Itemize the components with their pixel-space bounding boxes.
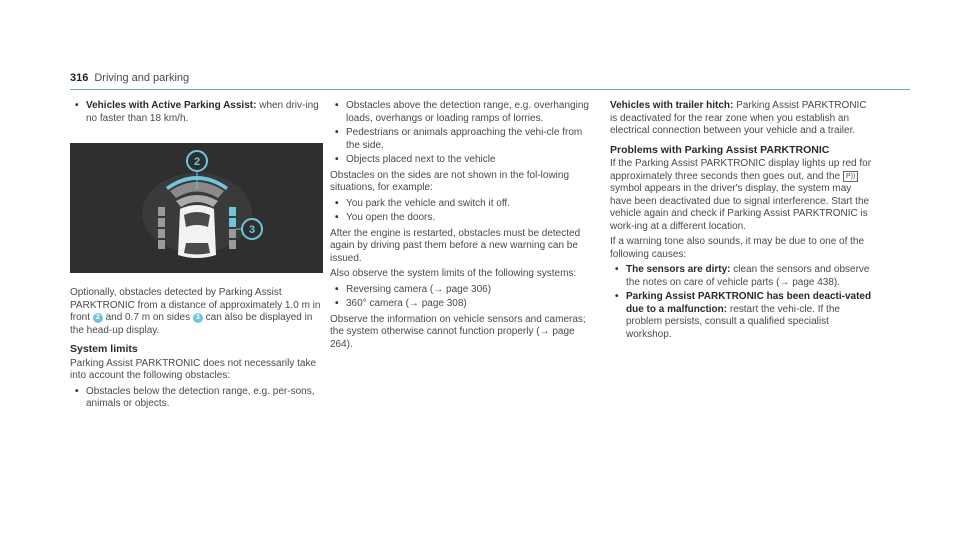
text-span: Optionally, obstacles detected by Parking Assist PARKTRONIC from a distance of approximately 1.0 m in front — [70, 287, 321, 323]
cause-bold-label: Parking Assist PARKTRONIC has been deacti-vated due to a malfunction: — [626, 291, 872, 315]
text-span: and 0.7 m on sides — [102, 312, 193, 323]
section-title: Driving and parking — [94, 72, 190, 84]
header-divider — [70, 89, 910, 90]
list-item — [610, 291, 875, 341]
bullet-text: when driv-ing no faster than 18 km/h. — [86, 100, 319, 124]
list-item: • 360° camera (→ page 308) — [330, 298, 592, 311]
observe-paragraph: Also observe the system limits of the following systems: — [330, 268, 577, 279]
bullet-list-1 — [70, 100, 323, 125]
text-span: can also be displayed in the head-up display. — [70, 312, 313, 336]
system-limits-heading: System limits — [70, 343, 138, 355]
list-item: • You open the doors. — [330, 212, 592, 225]
column-3 — [610, 100, 875, 344]
text-span: clean the sensors and observe the notes on care of vehicle parts (→ page 438). — [626, 264, 870, 288]
figure-callout-3: 3 — [248, 224, 256, 236]
limits-paragraph: Parking Assist PARKTRONIC does not necessarily take into account the following obstacles: — [70, 357, 317, 381]
callout-badge-2: 2 — [93, 313, 103, 323]
list-item: • Pedestrians or animals approaching the vehi-cle from the side. — [330, 127, 592, 152]
text-span: Parking Assist PARKTRONIC is deactivated for the rear zone when you establish an electrical connection between your vehicle and a trailer. — [610, 100, 867, 136]
list-item: • You park the vehicle and switch it off. — [330, 198, 592, 211]
info-paragraph: Observe the information on vehicle sensors and cameras; the system otherwise cannot function properly (→ page 264). — [330, 313, 586, 350]
figure-callout-2: 2 — [193, 156, 201, 168]
list-item: • Obstacles below the detection range, e.g. per-sons, animals or objects. — [70, 386, 323, 411]
bullet-bold-label: Vehicles with Active Parking Assist: — [86, 100, 257, 111]
trailer-bold-label: Vehicles with trailer hitch: — [610, 100, 734, 111]
bullet-list-a — [330, 100, 592, 167]
parktronic-symbol-icon: P)) — [843, 171, 858, 182]
list-item — [610, 264, 875, 289]
page-header — [70, 72, 189, 84]
list-item — [70, 100, 323, 125]
callout-badge-3: 3 — [193, 313, 203, 323]
optional-paragraph — [70, 287, 323, 337]
page-number: 316 — [70, 72, 89, 84]
problems-heading: Problems with Parking Assist PARKTRONIC — [610, 143, 830, 156]
bullet-list-b — [330, 198, 592, 225]
trailer-paragraph — [610, 100, 875, 138]
parking-sensor-graphic — [70, 143, 323, 273]
column-2 — [330, 100, 592, 354]
sides-paragraph: Obstacles on the sides are not shown in the fol-lowing situations, for example: — [330, 169, 570, 193]
cause-bold-label: The sensors are dirty: — [626, 264, 731, 275]
parking-sensor-illustration — [70, 143, 323, 273]
warning-paragraph: If a warning tone also sounds, it may be due to one of the following causes: — [610, 236, 865, 260]
text-span: If the Parking Assist PARKTRONIC display lights up red for approximately three seconds then goes out, and the — [610, 158, 872, 182]
text-span: symbol appears in the driver's display, the system may have been deactivated due to signal interference. Start the vehicle again and check if Parking Assist PARKTRONIC is work-ing at a different location. — [610, 183, 870, 232]
problems-paragraph — [610, 158, 875, 233]
column-1 — [70, 100, 323, 414]
list-item: • Obstacles above the detection range, e.g. overhanging loads, overhangs or loading ramps of lorries. — [330, 100, 592, 125]
list-item: • Objects placed next to the vehicle — [330, 154, 592, 167]
list-item: • Reversing camera (→ page 306) — [330, 284, 592, 297]
text-span: restart the vehi-cle. If the problem persists, consult a qualified specialist workshop. — [626, 303, 840, 340]
causes-list — [610, 264, 875, 341]
bullet-list-c — [330, 284, 592, 311]
restart-paragraph: After the engine is restarted, obstacles must be detected again by driving past them before a new warning can be issued. — [330, 227, 581, 264]
bullet-list-2 — [70, 386, 323, 411]
